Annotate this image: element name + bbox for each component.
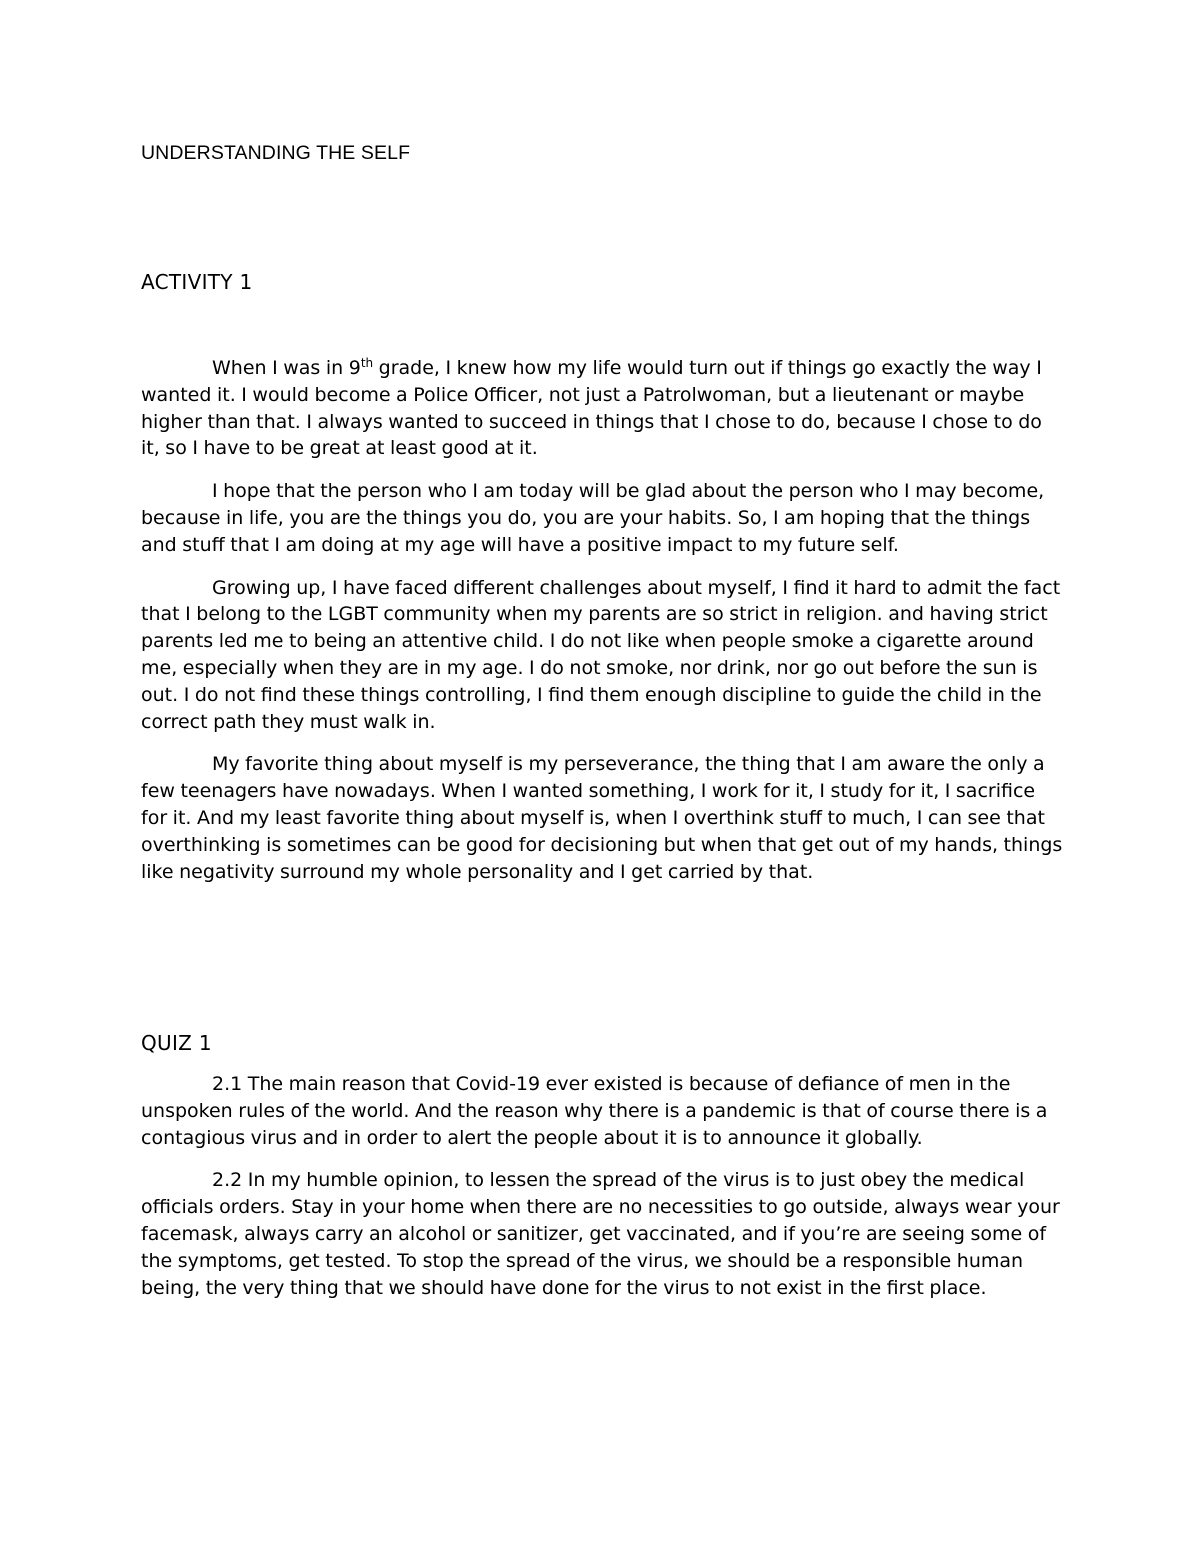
document-title: UNDERSTANDING THE SELF: [141, 142, 411, 164]
activity-paragraph-2: I hope that the person who I am today will be glad about the person who I may become, because in life, you are the things you do, you are your habits. So, I am hoping that the things and stuff that I am doing at my age will have a positive impact to my future self.: [141, 480, 1045, 556]
quiz-answer-2-2: 2.2 In my humble opinion, to lessen the spread of the virus is to just obey the medical officials orders. Stay in your home when there are no necessities to go outside, always wear your facemask, always carry an alcohol or sanitizer, get vaccinated, and if you’re are seeing some of the symptoms, get tested. To stop the spread of the virus, we should be a responsible human being, the very thing that we should have done for the virus to not exist in the first place.: [141, 1169, 1060, 1299]
activity-section: [141, 355, 1063, 885]
quiz-answer-2-1: 2.1 The main reason that Covid-19 ever existed is because of defiance of men in the unspoken rules of the world. And the reason why there is a pandemic is that of course there is a contagious virus and in order to alert the people about it is to announce it globally.: [141, 1073, 1048, 1149]
activity-paragraph-1: [141, 355, 1063, 462]
activity-paragraph-1-rest: grade, I knew how my life would turn out if things go exactly the way I wanted it. I would become a Police Officer, not just a Patrolwoman, but a lieutenant or maybe higher than that. I always wanted to succeed in things that I chose to do, because I chose to do it, so I have to be great at least good at it.: [141, 357, 1042, 460]
activity-heading: ACTIVITY 1: [141, 270, 253, 294]
activity-paragraph-4: My favorite thing about myself is my perseverance, the thing that I am aware the only a few teenagers have nowadays. When I wanted something, I work for it, I study for it, I sacrifice for it. And my least favorite thing about myself is, when I overthink stuff to much, I can see that overthinking is sometimes can be good for decisioning but when that get out of my hands, things like negativity surround my whole personality and I get carried by that.: [141, 753, 1063, 883]
activity-paragraph-1-start: When I was in 9: [212, 357, 361, 379]
quiz-heading: QUIZ 1: [141, 1031, 212, 1055]
quiz-section: [141, 1071, 1063, 1301]
activity-paragraph-3: Growing up, I have faced different challenges about myself, I find it hard to admit the fact that I belong to the LGBT community when my parents are so strict in religion. and having strict parents led me to being an attentive child. I do not like when people smoke a cigarette around me, especially when they are in my age. I do not smoke, nor drink, nor go out before the sun is out. I do not find these things controlling, I find them enough discipline to guide the child in the correct path they must walk in.: [141, 576, 1061, 733]
ordinal-superscript: th: [360, 356, 374, 370]
